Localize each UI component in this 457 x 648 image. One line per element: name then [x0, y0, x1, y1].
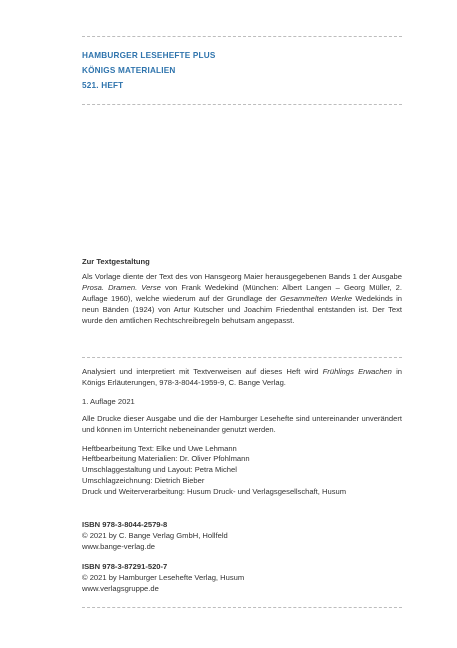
- series-title: HAMBURGER LESEHEFTE PLUS: [82, 51, 216, 60]
- credit-cover-drawing: Umschlagzeichnung: Dietrich Bieber: [82, 476, 205, 486]
- analysis-note: [82, 367, 402, 389]
- print-notice: Alle Drucke dieser Ausgabe und die der Hamburger Lesehefte sind untereinander unverändert und können im Unterricht nebeneinander genutzt werden.: [82, 413, 402, 434]
- isbn-hamburger: ISBN 978-3-87291-520-7: [82, 562, 168, 571]
- credit-cover-layout: Umschlaggestaltung und Layout: Petra Michel: [82, 465, 237, 475]
- credits-list: [82, 444, 402, 499]
- copyright-hamburger: © 2021 by Hamburger Lesehefte Verlag, Husum: [82, 572, 245, 582]
- text-run: Analysiert und interpretiert mit Textverweisen auf dieses Heft wird: [82, 367, 323, 376]
- isbn-block-hamburger: [82, 562, 402, 595]
- url-verlagsgruppe[interactable]: www.verlagsgruppe.de: [82, 583, 159, 593]
- text-run: von Frank Wedekind (München: Albert Langen – Georg Müller, 2. Auflage 1960), welche wiederum auf der Grundlage der: [82, 282, 402, 303]
- isbn-bange: ISBN 978-3-8044-2579-8: [82, 520, 168, 529]
- issue-number: 521. HEFT: [82, 81, 124, 90]
- imprint-details: [82, 367, 402, 498]
- edition-info: 1. Auflage 2021: [82, 396, 135, 406]
- italic-title-prosa: Prosa. Dramen. Verse: [82, 282, 161, 292]
- top-divider: [82, 36, 402, 37]
- credit-materials-editor: Heftbearbeitung Materialien: Dr. Oliver Pfohlmann: [82, 454, 250, 464]
- text-run: Wedekinds in neun Bänden (1924) von Artur Kutscher und Joachim Friedenthal entstanden ist. Der Text wurde den amtlichen Rechtschreibregeln behutsam angepasst.: [82, 293, 402, 325]
- italic-title-werke: Gesammelten Werke: [279, 293, 353, 303]
- italic-title-fruehlings: Frühlings Erwachen: [322, 367, 392, 376]
- bottom-divider: [82, 607, 402, 608]
- credit-text-editors: Heftbearbeitung Text: Elke und Uwe Lehmann: [82, 443, 237, 453]
- textgestaltung-paragraph: [82, 272, 402, 327]
- credit-printing: Druck und Weiterverarbeitung: Husum Druck- und Verlagsgesellschaft, Husum: [82, 487, 347, 497]
- textgestaltung-heading: Zur Textgestaltung: [82, 257, 150, 266]
- textgestaltung-section: [82, 257, 402, 326]
- isbn-block-bange: [82, 520, 402, 553]
- series-subtitle: KÖNIGS MATERIALIEN: [82, 66, 176, 75]
- header-divider: [82, 104, 402, 105]
- text-run: in Königs Erläuterungen, 978-3-8044-1959-9, C. Bange Verlag.: [82, 367, 402, 387]
- url-bange[interactable]: www.bange-verlag.de: [82, 541, 156, 551]
- text-run: Als Vorlage diente der Text des von Hansgeorg Maier herausgegebenen Bands 1 der Ausgabe: [82, 271, 402, 281]
- middle-divider: [82, 357, 402, 358]
- copyright-bange: © 2021 by C. Bange Verlag GmbH, Hollfeld: [82, 530, 228, 540]
